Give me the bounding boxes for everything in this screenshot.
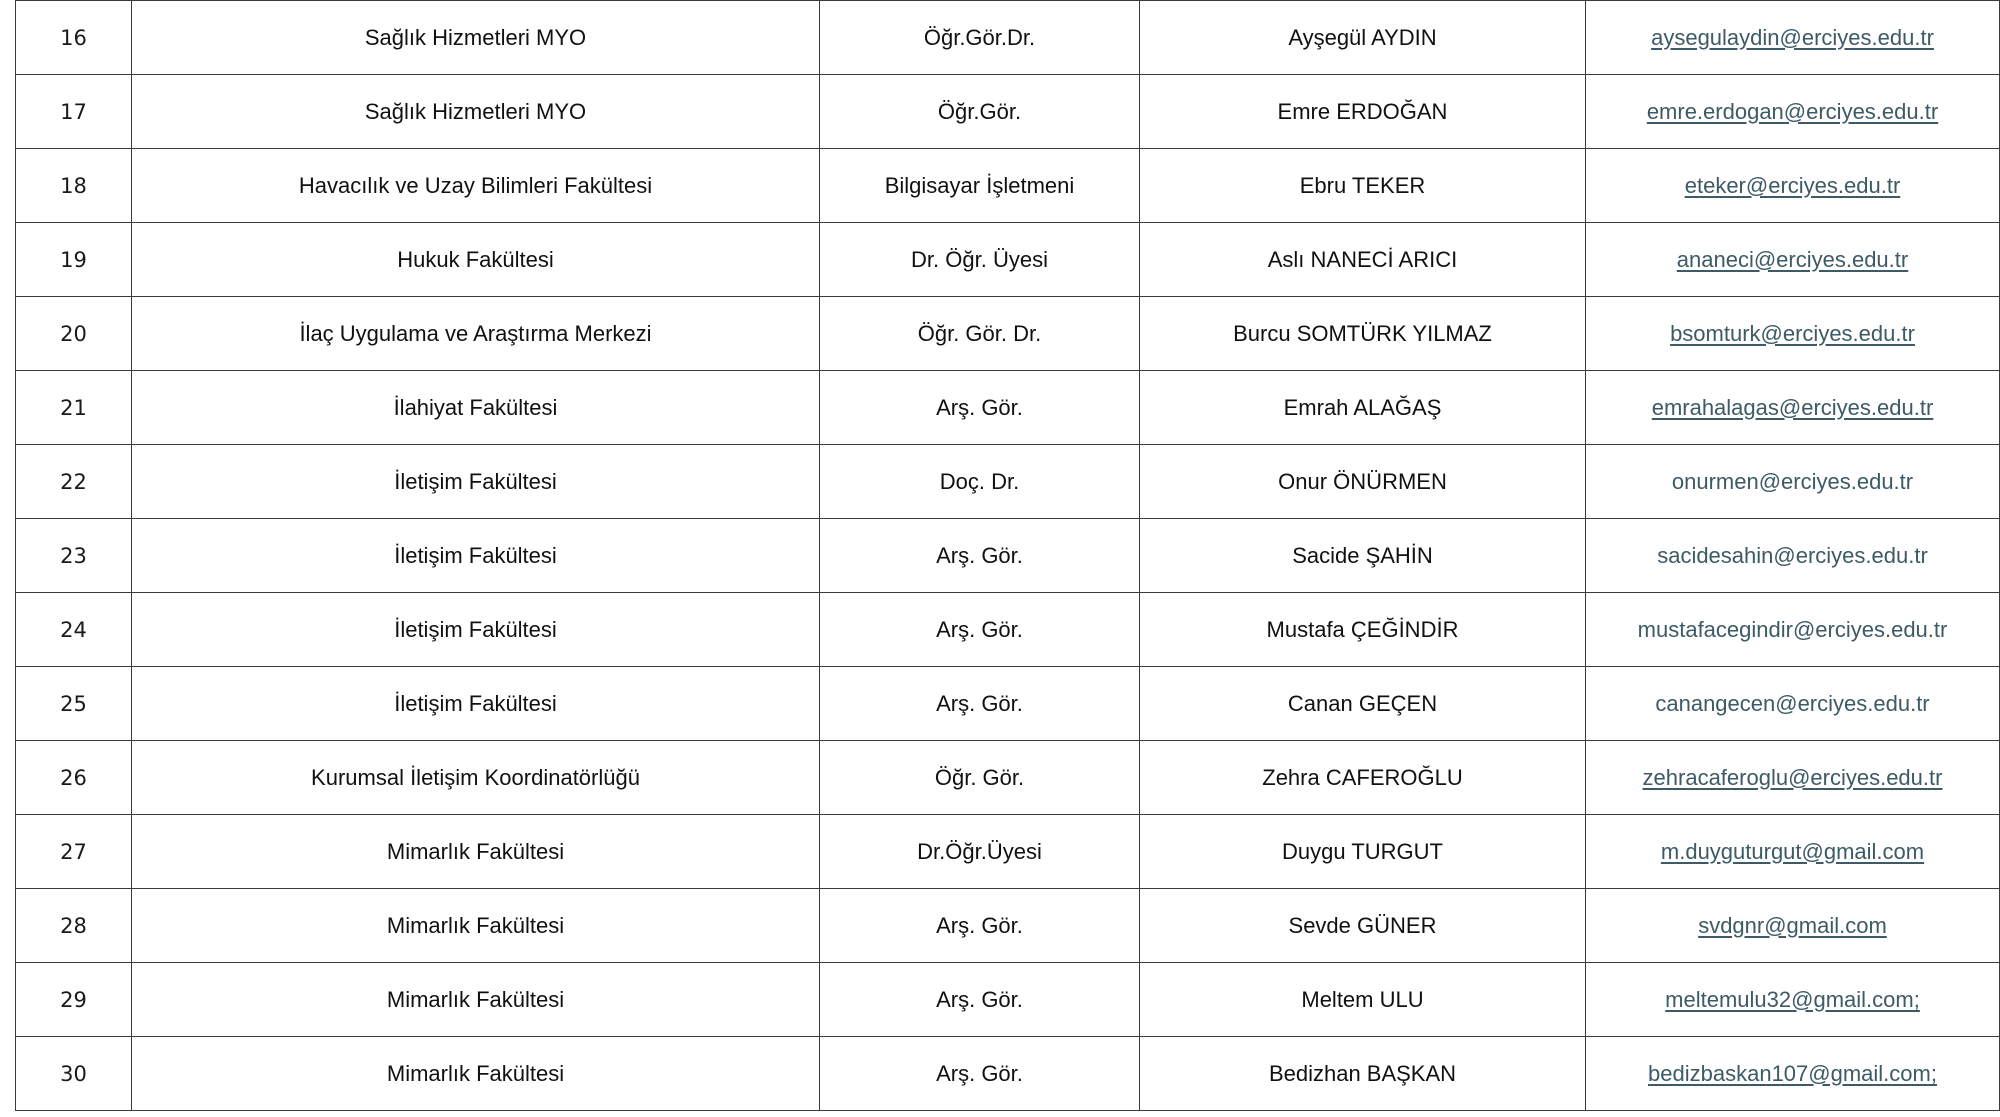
email-cell xyxy=(1586,1,2000,75)
title-cell: Öğr.Gör.Dr. xyxy=(820,1,1140,75)
email-link[interactable]: meltemulu32@gmail.com; xyxy=(1665,986,1920,1012)
unit-cell: Mimarlık Fakültesi xyxy=(132,889,820,963)
table-row xyxy=(16,741,2000,815)
name-cell: Mustafa ÇEĞİNDİR xyxy=(1140,593,1586,667)
email-cell xyxy=(1586,593,2000,667)
email-cell xyxy=(1586,149,2000,223)
unit-cell: İlahiyat Fakültesi xyxy=(132,371,820,445)
unit-cell: Sağlık Hizmetleri MYO xyxy=(132,1,820,75)
name-cell: Canan GEÇEN xyxy=(1140,667,1586,741)
name-cell: Ebru TEKER xyxy=(1140,149,1586,223)
row-number-cell: 19 xyxy=(16,223,132,297)
row-number-cell: 18 xyxy=(16,149,132,223)
name-cell: Sacide ŞAHİN xyxy=(1140,519,1586,593)
name-cell: Emrah ALAĞAŞ xyxy=(1140,371,1586,445)
row-number-cell: 17 xyxy=(16,75,132,149)
email-link[interactable]: emrahalagas@erciyes.edu.tr xyxy=(1651,394,1934,420)
unit-cell: İletişim Fakültesi xyxy=(132,519,820,593)
table-row xyxy=(16,223,2000,297)
unit-cell: İletişim Fakültesi xyxy=(132,667,820,741)
name-cell: Burcu SOMTÜRK YILMAZ xyxy=(1140,297,1586,371)
row-number-cell: 23 xyxy=(16,519,132,593)
title-cell: Arş. Gör. xyxy=(820,371,1140,445)
name-cell: Onur ÖNÜRMEN xyxy=(1140,445,1586,519)
title-cell: Arş. Gör. xyxy=(820,667,1140,741)
staff-contact-table xyxy=(15,0,2000,1111)
title-cell: Arş. Gör. xyxy=(820,963,1140,1037)
table-row xyxy=(16,75,2000,149)
name-cell: Bedizhan BAŞKAN xyxy=(1140,1037,1586,1111)
email-cell xyxy=(1586,445,2000,519)
email-cell xyxy=(1586,223,2000,297)
title-cell: Öğr. Gör. xyxy=(820,741,1140,815)
row-number-cell: 20 xyxy=(16,297,132,371)
row-number-cell: 22 xyxy=(16,445,132,519)
name-cell: Ayşegül AYDIN xyxy=(1140,1,1586,75)
table-body xyxy=(16,1,2000,1111)
row-number-cell: 21 xyxy=(16,371,132,445)
table-row xyxy=(16,1037,2000,1111)
table-row xyxy=(16,519,2000,593)
email-link[interactable]: bsomturk@erciyes.edu.tr xyxy=(1670,320,1915,346)
row-number-cell: 25 xyxy=(16,667,132,741)
name-cell: Duygu TURGUT xyxy=(1140,815,1586,889)
email-text: canangecen@erciyes.edu.tr xyxy=(1655,690,1930,716)
unit-cell: İlaç Uygulama ve Araştırma Merkezi xyxy=(132,297,820,371)
table-row xyxy=(16,149,2000,223)
unit-cell: Hukuk Fakültesi xyxy=(132,223,820,297)
row-number-cell: 24 xyxy=(16,593,132,667)
name-cell: Zehra CAFEROĞLU xyxy=(1140,741,1586,815)
email-link[interactable]: m.duyguturgut@gmail.com xyxy=(1660,838,1925,864)
title-cell: Öğr.Gör. xyxy=(820,75,1140,149)
row-number-cell: 29 xyxy=(16,963,132,1037)
email-link[interactable]: aysegulaydin@erciyes.edu.tr xyxy=(1651,24,1934,50)
row-number-cell: 28 xyxy=(16,889,132,963)
email-cell xyxy=(1586,1037,2000,1111)
row-number-cell: 30 xyxy=(16,1037,132,1111)
unit-cell: Mimarlık Fakültesi xyxy=(132,963,820,1037)
table-row xyxy=(16,371,2000,445)
title-cell: Arş. Gör. xyxy=(820,593,1140,667)
table-row xyxy=(16,963,2000,1037)
email-cell xyxy=(1586,889,2000,963)
email-text: mustafacegindir@erciyes.edu.tr xyxy=(1637,616,1948,642)
email-cell xyxy=(1586,815,2000,889)
email-cell xyxy=(1586,297,2000,371)
unit-cell: Havacılık ve Uzay Bilimleri Fakültesi xyxy=(132,149,820,223)
title-cell: Öğr. Gör. Dr. xyxy=(820,297,1140,371)
table-row xyxy=(16,889,2000,963)
title-cell: Arş. Gör. xyxy=(820,519,1140,593)
table-row xyxy=(16,297,2000,371)
table-row xyxy=(16,667,2000,741)
table-row xyxy=(16,1,2000,75)
name-cell: Aslı NANECİ ARICI xyxy=(1140,223,1586,297)
unit-cell: Sağlık Hizmetleri MYO xyxy=(132,75,820,149)
email-link[interactable]: ananeci@erciyes.edu.tr xyxy=(1676,246,1909,272)
email-cell xyxy=(1586,371,2000,445)
row-number-cell: 26 xyxy=(16,741,132,815)
title-cell: Arş. Gör. xyxy=(820,889,1140,963)
email-cell xyxy=(1586,963,2000,1037)
email-text: sacidesahin@erciyes.edu.tr xyxy=(1657,542,1928,568)
name-cell: Emre ERDOĞAN xyxy=(1140,75,1586,149)
email-cell xyxy=(1586,75,2000,149)
name-cell: Sevde GÜNER xyxy=(1140,889,1586,963)
unit-cell: İletişim Fakültesi xyxy=(132,445,820,519)
unit-cell: İletişim Fakültesi xyxy=(132,593,820,667)
unit-cell: Kurumsal İletişim Koordinatörlüğü xyxy=(132,741,820,815)
title-cell: Doç. Dr. xyxy=(820,445,1140,519)
email-cell xyxy=(1586,741,2000,815)
unit-cell: Mimarlık Fakültesi xyxy=(132,815,820,889)
email-link[interactable]: zehracaferoglu@erciyes.edu.tr xyxy=(1642,764,1943,790)
email-cell xyxy=(1586,519,2000,593)
table-row xyxy=(16,815,2000,889)
title-cell: Dr.Öğr.Üyesi xyxy=(820,815,1140,889)
unit-cell: Mimarlık Fakültesi xyxy=(132,1037,820,1111)
email-link[interactable]: emre.erdogan@erciyes.edu.tr xyxy=(1646,98,1939,124)
title-cell: Dr. Öğr. Üyesi xyxy=(820,223,1140,297)
email-text: onurmen@erciyes.edu.tr xyxy=(1671,468,1914,494)
email-link[interactable]: svdgnr@gmail.com xyxy=(1698,912,1887,938)
title-cell: Arş. Gör. xyxy=(820,1037,1140,1111)
name-cell: Meltem ULU xyxy=(1140,963,1586,1037)
email-link[interactable]: bedizbaskan107@gmail.com; xyxy=(1648,1060,1937,1086)
table-row xyxy=(16,445,2000,519)
row-number-cell: 16 xyxy=(16,1,132,75)
email-link[interactable]: eteker@erciyes.edu.tr xyxy=(1684,172,1901,198)
table-row xyxy=(16,593,2000,667)
email-cell xyxy=(1586,667,2000,741)
row-number-cell: 27 xyxy=(16,815,132,889)
title-cell: Bilgisayar İşletmeni xyxy=(820,149,1140,223)
